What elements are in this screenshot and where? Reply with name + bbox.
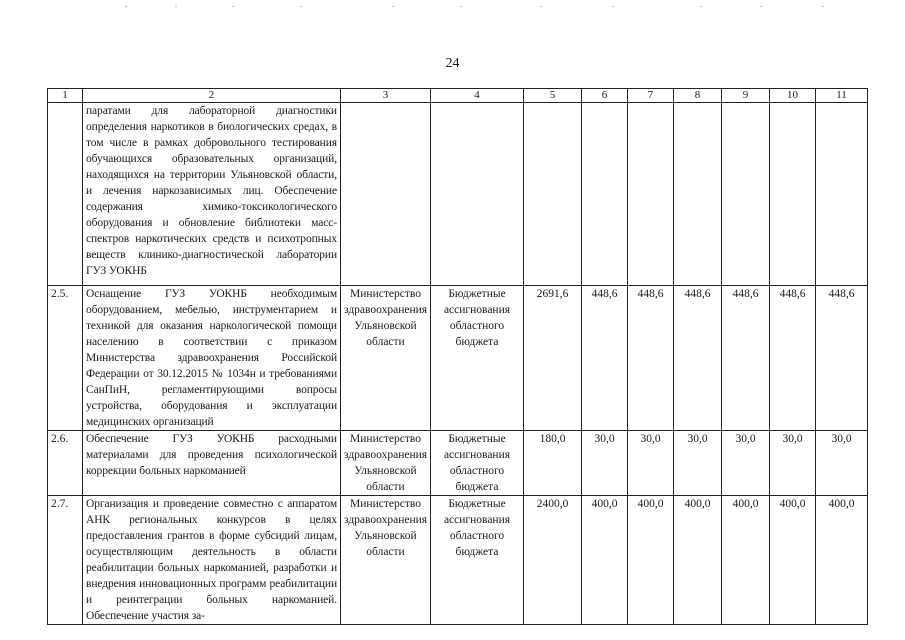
row-description: Обеспечение ГУЗ УОКНБ расходными материалами для проведения психологической коррекции больных наркоманией <box>83 431 341 496</box>
column-header: 4 <box>431 89 524 103</box>
row-value: 30,0 <box>816 431 868 496</box>
row-number <box>48 103 83 286</box>
row-number: 2.6. <box>48 431 83 496</box>
row-description: Оснащение ГУЗ УОКНБ необходимым оборудованием, мебелью, инструментарием и техникой для оказания наркологической помощи населению в соответствии с приказом Министерства здравоохранения Российской Федерации от 30.12.2015 № 1034н и требованиями СанПиН, регламентирующими вопросы устройства, оборудования и эксплуатации медицинских организаций <box>83 286 341 431</box>
table-row <box>48 103 868 286</box>
header-row <box>48 89 868 103</box>
row-value-total <box>524 103 582 286</box>
row-funding-source <box>431 103 524 286</box>
row-description: Организация и проведение совместно с аппаратом АНК региональных конкурсов в целях предоставления грантов в форме субсидий лицам, осуществляющим деятельность в области реабилитации больных наркоманией, разработки и внедрения инновационных программ реабилитации и реинтеграции больных наркоманией. Обеспечение участия за- <box>83 496 341 625</box>
row-value: 400,0 <box>674 496 722 625</box>
row-value: 448,6 <box>628 286 674 431</box>
row-value: 448,6 <box>816 286 868 431</box>
row-value: 448,6 <box>582 286 628 431</box>
row-value: 400,0 <box>770 496 816 625</box>
row-value-total: 2691,6 <box>524 286 582 431</box>
column-header: 6 <box>582 89 628 103</box>
row-executor: Министерство здравоохранения Ульяновской области <box>341 286 431 431</box>
row-funding-source: Бюджетные ассигнования областного бюджета <box>431 496 524 625</box>
row-value: 30,0 <box>582 431 628 496</box>
table-row <box>48 286 868 431</box>
row-value-total: 2400,0 <box>524 496 582 625</box>
column-header: 8 <box>674 89 722 103</box>
row-executor: Министерство здравоохранения Ульяновской области <box>341 431 431 496</box>
row-value <box>582 103 628 286</box>
row-executor <box>341 103 431 286</box>
row-value: 448,6 <box>674 286 722 431</box>
row-funding-source: Бюджетные ассигнования областного бюджета <box>431 431 524 496</box>
row-number: 2.5. <box>48 286 83 431</box>
row-value: 400,0 <box>628 496 674 625</box>
row-value <box>770 103 816 286</box>
row-value: 30,0 <box>674 431 722 496</box>
row-value <box>722 103 770 286</box>
row-executor: Министерство здравоохранения Ульяновской области <box>341 496 431 625</box>
page-number: 24 <box>445 56 460 71</box>
row-value: 400,0 <box>722 496 770 625</box>
row-number: 2.7. <box>48 496 83 625</box>
row-value <box>674 103 722 286</box>
row-value: 448,6 <box>722 286 770 431</box>
column-header: 7 <box>628 89 674 103</box>
column-header: 2 <box>83 89 341 103</box>
program-table <box>47 88 868 625</box>
row-value: 30,0 <box>722 431 770 496</box>
row-value: 448,6 <box>770 286 816 431</box>
column-header: 9 <box>722 89 770 103</box>
column-header: 3 <box>341 89 431 103</box>
row-funding-source: Бюджетные ассигнования областного бюджета <box>431 286 524 431</box>
row-description: паратами для лабораторной диагностики определения наркотиков в биологических средах, в том числе в рамках добровольного тестирования обучающихся образовательных организаций, находящихся на территории Ульяновской области, и лечения наркозависимых лиц. Обеспечение содержания химико-токсикологического оборудования и обновление библиотеки масс-спектров наркотических средств и психотропных веществ клинико-диагностической лаборатории ГУЗ УОКНБ <box>83 103 341 286</box>
table-row <box>48 431 868 496</box>
column-header: 11 <box>816 89 868 103</box>
column-header: 5 <box>524 89 582 103</box>
table-row <box>48 496 868 625</box>
row-value <box>816 103 868 286</box>
column-header: 10 <box>770 89 816 103</box>
column-header: 1 <box>48 89 83 103</box>
row-value: 30,0 <box>770 431 816 496</box>
row-value-total: 180,0 <box>524 431 582 496</box>
scan-noise <box>0 0 905 14</box>
row-value: 400,0 <box>816 496 868 625</box>
row-value: 400,0 <box>582 496 628 625</box>
row-value <box>628 103 674 286</box>
row-value: 30,0 <box>628 431 674 496</box>
